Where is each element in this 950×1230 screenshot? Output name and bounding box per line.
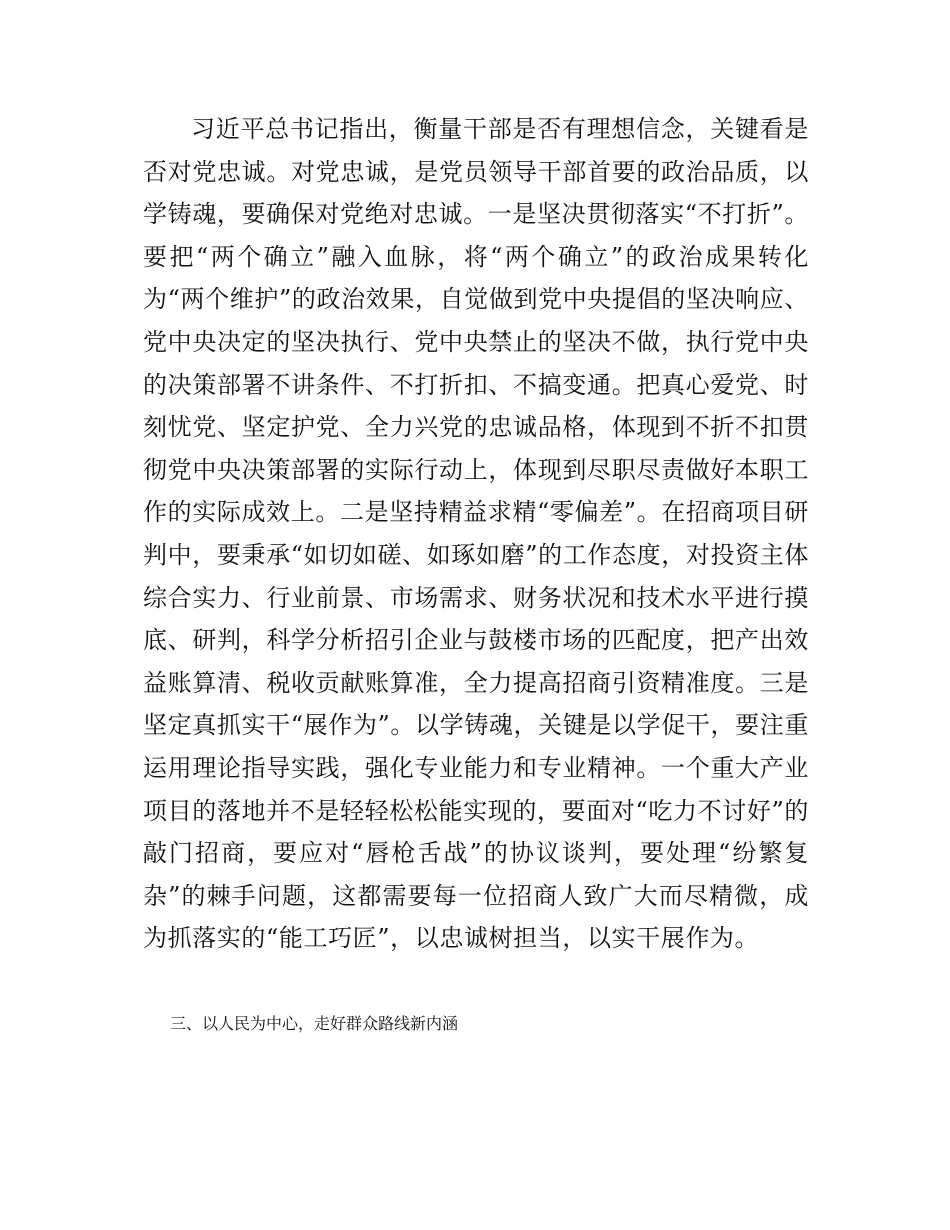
body-paragraph: 习近平总书记指出，衡量干部是否有理想信念，关键看是否对党忠诚。对党忠诚，是党员领导干部首要的政治品质，以学铸魂，要确保对党绝对忠诚。一是坚决贯彻落实“不打折”。要把“两个确立”融入血脉，将“两个确立”的政治成果转化为“两个维护”的政治效果，自觉做到党中央提倡的坚决响应、党中央决定的坚决执行、党中央禁止的坚决不做，执行党中央的决策部署不讲条件、不打折扣、不搞变通。把真心爱党、时刻忧党、坚定护党、全力兴党的忠诚品格，体现到不折不扣贯彻党中央决策部署的实际行动上，体现到尽职尽责做好本职工作的实际成效上。二是坚持精益求精“零偏差”。在招商项目研判中，要秉承“如切如磋、如琢如磨”的工作态度，对投资主体综合实力、行业前景、市场需求、财务状况和技术水平进行摸底、研判，科学分析招引企业与鼓楼市场的匹配度，把产出效益账算清、税收贡献账算准，全力提高招商引资精准度。三是坚定真抓实干“展作为”。以学铸魂，关键是以学促干，要注重运用理论指导实践，强化专业能力和专业精神。一个重大产业项目的落地并不是轻轻松松能实现的，要面对“吃力不讨好”的敲门招商，要应对“唇枪舌战”的协议谈判，要处理“纷繁复杂”的棘手问题，这都需要每一位招商人致广大而尽精微，成为抓落实的“能工巧匠”，以忠诚树担当，以实干展作为。	[143, 115, 809, 953]
section-heading: 三、以人民为中心，走好群众路线新内涵	[170, 1014, 459, 1033]
